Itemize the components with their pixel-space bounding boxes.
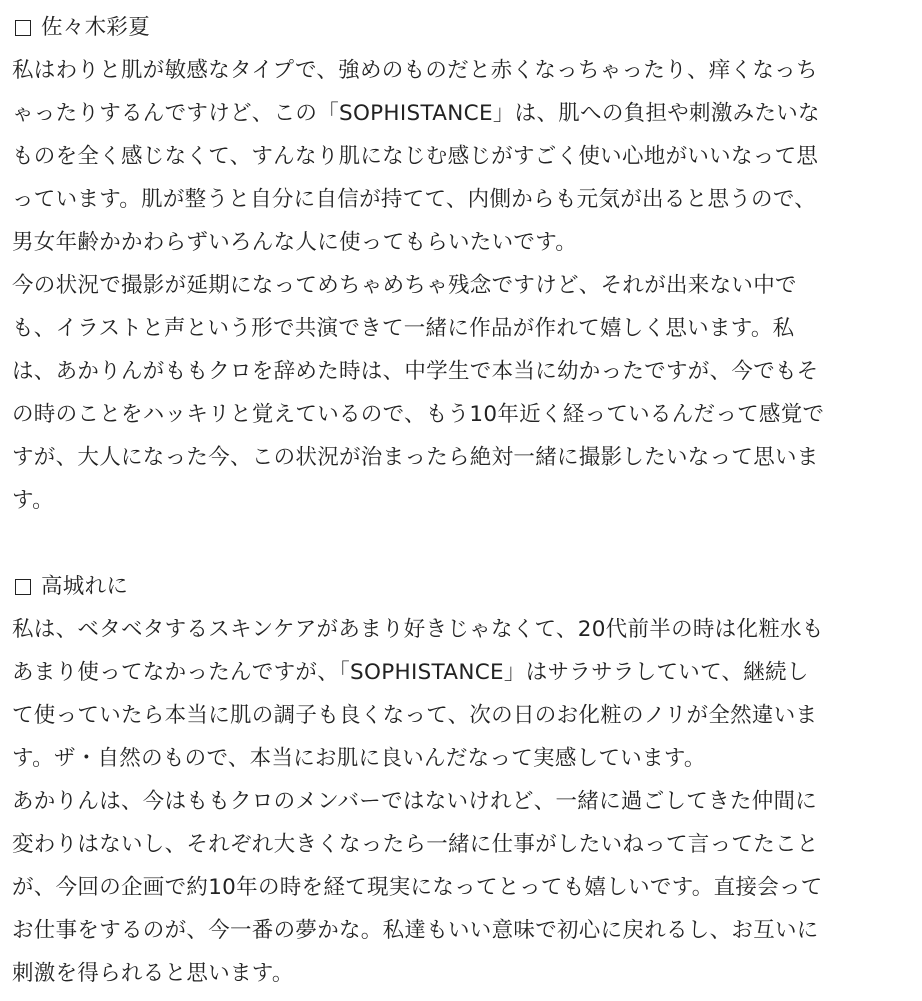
paragraph-line: お仕事をするのが、今一番の夢かな。私達もいい意味で初心に戻れるし、お互いに <box>12 918 819 943</box>
paragraph-line: は、あかりんがももクロを辞めた時は、中学生で本当に幼かったですが、今でもそ <box>12 359 819 384</box>
paragraph-line: ものを全く感じなくて、すんなり肌になじむ感じがすごく使い心地がいいなって思 <box>12 144 819 169</box>
paragraph-line: す。 <box>12 488 54 513</box>
speaker-name: 高城れに <box>41 574 129 599</box>
paragraph-line: すが、大人になった今、この状況が治まったら絶対一緒に撮影したいなって思いま <box>12 445 819 470</box>
paragraph-line: ゃったりするんですけど、この「SOPHISTANCE」は、肌への負担や刺激みたいな <box>12 101 820 126</box>
checkbox-icon <box>15 579 31 595</box>
speaker-heading-takagi <box>12 565 910 608</box>
speaker-name: 佐々木彩夏 <box>41 15 151 40</box>
paragraph-line: す。ザ・自然のもので、本当にお肌に良いんだなって実感しています。 <box>12 746 706 771</box>
paragraph-line: て使っていたら本当に肌の調子も良くなって、次の日のお化粧のノリが全然違いま <box>12 703 818 728</box>
paragraph-line: あかりんは、今はももクロのメンバーではないけれど、一緒に過ごしてきた仲間に <box>12 789 818 814</box>
paragraph-line: が、今回の企画で約10年の時を経て現実になってとっても嬉しいです。直接会って <box>12 875 823 900</box>
paragraph-line: 私は、ベタベタするスキンケアがあまり好きじゃなくて、20代前半の時は化粧水も <box>12 617 824 642</box>
paragraph-line: も、イラストと声という形で共演できて一緒に作品が作れて嬉しく思います。私 <box>12 316 795 341</box>
paragraph-line: 私はわりと肌が敏感なタイプで、強めのものだと赤くなっちゃったり、痒くなっち <box>12 58 818 83</box>
speaker-heading-sasaki <box>12 6 910 49</box>
paragraph-line: 刺激を得られると思います。 <box>12 961 294 986</box>
paragraph-line: 男女年齢かかわらずいろんな人に使ってもらいたいです。 <box>12 230 578 255</box>
paragraph-line: あまり使ってなかったんですが、「SOPHISTANCE」はサラサラしていて、継続し <box>12 660 809 685</box>
paragraph-line: 今の状況で撮影が延期になってめちゃめちゃ残念ですけど、それが出来ない中で <box>12 273 797 298</box>
paragraph-line: っています。肌が整うと自分に自信が持てて、内側からも元気が出ると思うので、 <box>12 187 817 212</box>
paragraph-line: の時のことをハッキリと覚えているので、もう10年近く経っているんだって感覚で <box>12 402 825 427</box>
paragraph-line: 変わりはないし、それぞれ大きくなったら一緒に仕事がしたいねって言ってたこと <box>12 832 819 857</box>
section-spacer <box>12 522 910 565</box>
checkbox-icon <box>15 20 31 36</box>
